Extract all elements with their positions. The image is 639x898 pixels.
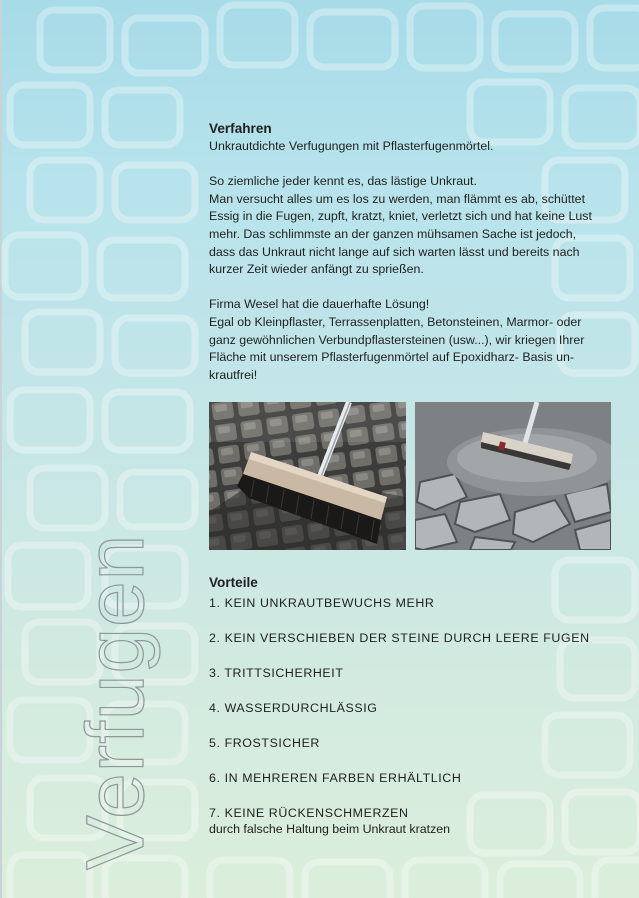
paragraph-line: Fläche mit unserem Pflasterfugenmörtel auf Epoxidharz- Basis un-: [209, 350, 574, 365]
paragraph-line: Man versucht alles um es los zu werden, man flämmt es ab, schüttet: [209, 191, 586, 206]
vorteil-item: 6. IN MEHREREN FARBEN ERHÄLTLICH: [209, 771, 462, 785]
photo-row: [209, 402, 612, 550]
vorteile-heading: Vorteile: [209, 575, 258, 590]
verfahren-heading: Verfahren: [209, 121, 272, 136]
verfahren-section: [209, 120, 619, 384]
verfahren-subheading: Unkrautdichte Verfugungen mit Pflasterfugenmörtel.: [209, 139, 494, 153]
broom-on-cobblestones-photo: [209, 402, 406, 550]
spreading-grout-photo: [415, 402, 611, 550]
vorteil-item: 3. TRITTSICHERHEIT: [209, 666, 344, 680]
vorteil-item: 7. KEINE RÜCKENSCHMERZEN: [209, 806, 409, 820]
paragraph-line: So ziemliche jeder kennt es, das lästige Unkraut.: [209, 174, 477, 189]
vorteil-item: 1. KEIN UNKRAUTBEWUCHS MEHR: [209, 596, 435, 610]
vorteil-item: 4. WASSERDURCHLÄSSIG: [209, 701, 378, 715]
paragraph-line: dass das Unkraut nicht lange auf sich warten lässt und bereits nach: [209, 244, 580, 259]
paragraph-line: kurzer Zeit wieder anfängt zu sprießen.: [209, 262, 424, 277]
paragraph-line: Firma Wesel hat die dauerhafte Lösung!: [209, 297, 430, 312]
paragraph-line: krautfrei!: [209, 367, 258, 382]
vorteile-section: [209, 574, 619, 836]
vorteil-note: durch falsche Haltung beim Unkraut kratzen: [209, 822, 451, 836]
vorteil-item: 5. FROSTSICHER: [209, 736, 320, 750]
paragraph-line: Essig in die Fugen, zupft, kratzt, kniet, verletzt sich und hat keine Lust: [209, 209, 592, 224]
side-title-verfugen: Verfugen: [70, 533, 161, 870]
paragraph-line: Egal ob Kleinpflaster, Terrassenplatten, Betonsteinen, Marmor- oder: [209, 314, 582, 329]
paragraph-line: ganz gewöhnlichen Verbundpflastersteinen (usw...), wir kriegen Ihrer: [209, 332, 585, 347]
vorteil-item: 2. KEIN VERSCHIEBEN DER STEINE DURCH LEERE FUGEN: [209, 631, 590, 645]
paragraph-line: mehr. Das schlimmste an der ganzen mühsamen Sache ist jedoch,: [209, 226, 577, 241]
